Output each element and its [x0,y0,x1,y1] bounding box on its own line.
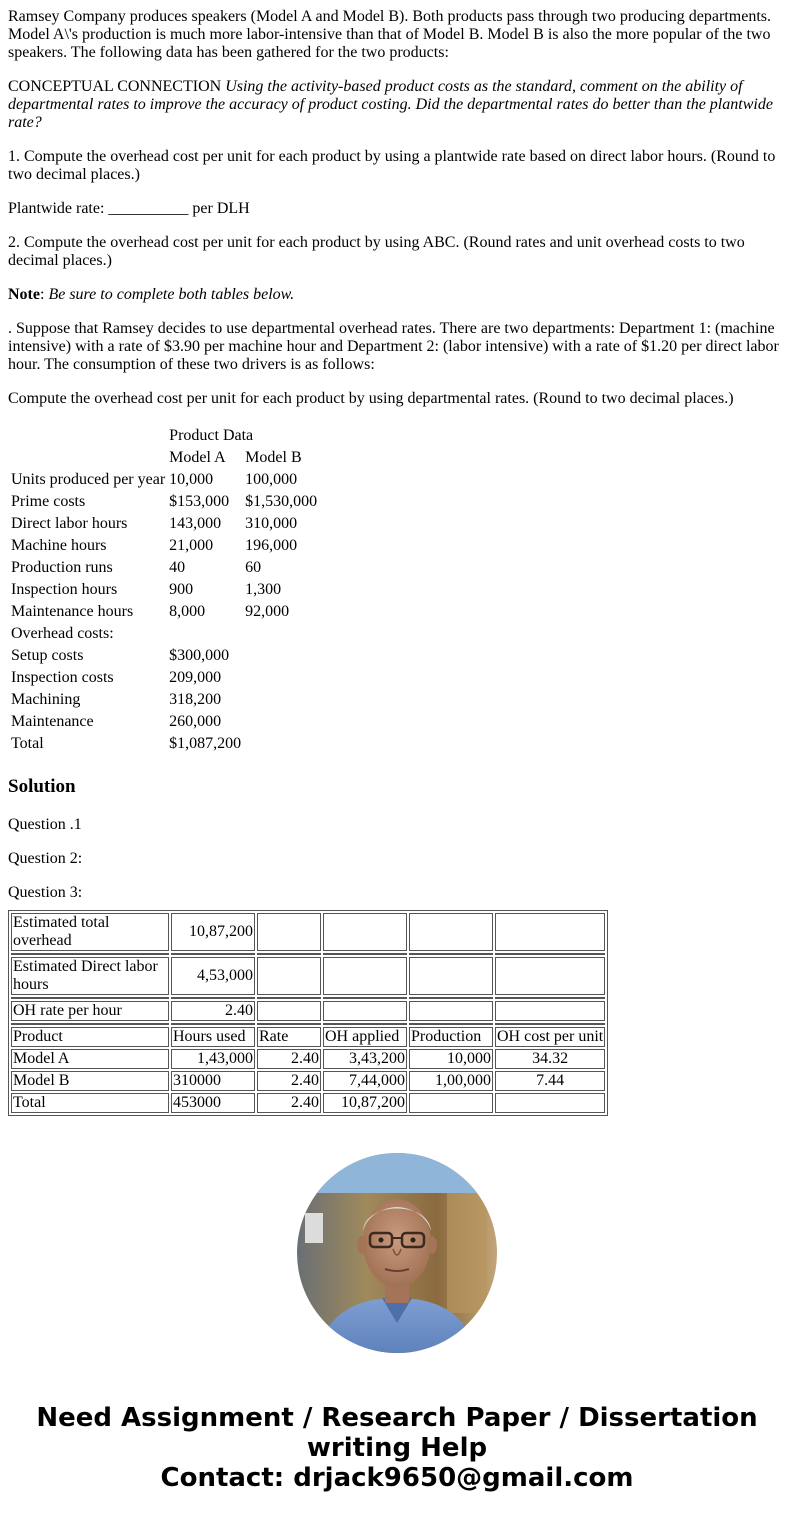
model-a-value: $153,000 [169,493,230,510]
separator-cell [409,953,493,955]
column-header-hours-used: Hours used [171,1027,255,1047]
product-data-title: Product Data [169,427,254,444]
summary-value: 10,87,200 [171,913,255,951]
model-b-value [244,712,318,732]
oh-applied-cell: 10,87,200 [323,1093,407,1113]
header-row [11,1027,605,1047]
model-a-value: 900 [169,581,194,598]
rate-cell: 2.40 [257,1071,321,1091]
product-cell: Total [11,1093,169,1113]
production-cell [409,1093,493,1113]
empty-cell [323,957,407,995]
oh-applied-cell: 7,44,000 [323,1071,407,1091]
table-row [11,1071,605,1091]
empty-cell [495,1001,605,1021]
model-b-value [244,734,318,754]
separator-cell [323,1023,407,1025]
solution-table [8,910,608,1116]
separator-cell [257,997,321,999]
empty-cell [495,957,605,995]
hours-used-cell: 453000 [171,1093,255,1113]
empty-cell [409,1001,493,1021]
empty-cell [323,1001,407,1021]
note-line [8,286,786,304]
table-row [10,690,318,710]
question-3-intro: . Suppose that Ramsey decides to use departmental overhead rates. There are two departments: Department 1: (machine intensive) with a rate of $3.90 per machine hour and Department 2: (labor intensive) with a rate of $1.20 per direct labor hour. The consumption of these two drivers is as follows: [8,320,779,373]
summary-value: 4,53,000 [171,957,255,995]
separator-cell [11,953,169,955]
conceptual-question: Using the activity-based product costs as the standard, comment on the ability of departmental rates to improve the accuracy of product costing. Did the departmental rates do better than the plantwide rate? [8,78,773,131]
row-label: Overhead costs: [11,625,114,642]
solution-question-1-label: Question .1 [8,816,82,833]
separator-cell [495,1023,605,1025]
model-a-value: 209,000 [169,669,222,686]
solution-question-3-label: Question 3: [8,884,83,901]
product-data-header-row [10,448,318,468]
table-row [10,668,318,688]
column-header-model-b: Model B [245,449,302,466]
separator-cell [257,953,321,955]
table-row [10,470,318,490]
column-header-oh-applied: OH applied [323,1027,407,1047]
footer-banner [0,1403,794,1493]
summary-row [11,913,605,951]
footer-line-2: writing Help [306,1433,488,1463]
empty-cell [257,913,321,951]
column-header-production: Production [409,1027,493,1047]
separator-cell [323,997,407,999]
model-b-value: 310,000 [245,515,298,532]
row-label: Maintenance hours [11,603,134,620]
row-label: Machining [11,691,81,708]
summary-row [11,1001,605,1021]
separator-cell [171,997,255,999]
hours-used-cell: 1,43,000 [171,1049,255,1069]
solution-heading: Solution [8,776,76,797]
table-row [10,646,318,666]
empty-cell [409,957,493,995]
question-2-text: 2. Compute the overhead cost per unit for each product by using ABC. (Round rates and unit overhead costs to two decimal places.) [8,234,745,269]
row-label: Maintenance [11,713,94,730]
column-header-model-a: Model A [169,449,226,466]
model-a-value: 21,000 [169,537,214,554]
product-data-table [8,424,320,756]
oh-cost-per-unit-cell: 34.32 [495,1049,605,1069]
note-separator: : [39,286,49,303]
problem-intro: Ramsey Company produces speakers (Model A and Model B). Both products pass through two producing departments. Model A\'s production is much more labor-intensive than that of Model B. Model B is also the more popular of the two speakers. The following data has been gathered for the two products: [8,8,771,61]
empty-cell [495,913,605,951]
separator-cell [495,953,605,955]
rate-cell: 2.40 [257,1093,321,1113]
model-b-value [244,668,318,688]
model-a-value [168,624,242,644]
product-cell: Model B [11,1071,169,1091]
model-b-value: $1,530,000 [245,493,318,510]
model-a-value: 10,000 [169,471,214,488]
model-a-value: 143,000 [169,515,222,532]
summary-row [11,957,605,995]
separator-cell [11,1023,169,1025]
row-label: Machine hours [11,537,107,554]
conceptual-label: CONCEPTUAL CONNECTION [8,78,226,95]
model-b-value: 1,300 [245,581,282,598]
model-b-value: 100,000 [245,471,298,488]
summary-label: Estimated Direct labor hours [11,957,169,995]
separator-cell [11,997,169,999]
note-label: Note [8,286,40,303]
table-row [10,624,318,644]
model-a-value: $300,000 [169,647,230,664]
table-row [10,536,318,556]
empty-cell [257,957,321,995]
empty-cell [323,913,407,951]
row-label: Inspection hours [11,581,118,598]
model-a-value: 8,000 [169,603,206,620]
table-row [10,734,318,754]
conceptual-connection [8,78,786,132]
footer-contact: Contact: drjack9650@gmail.com [160,1463,634,1493]
row-label: Units produced per year [11,471,166,488]
row-label: Prime costs [11,493,86,510]
column-header-rate: Rate [257,1027,321,1047]
model-a-value: $1,087,200 [169,735,242,752]
model-b-value [244,624,318,644]
table-row [10,558,318,578]
production-cell: 1,00,000 [409,1071,493,1091]
row-label: Production runs [11,559,113,576]
empty-cell [257,1001,321,1021]
product-cell: Model A [11,1049,169,1069]
table-cell [10,448,166,468]
production-cell: 10,000 [409,1049,493,1069]
hours-used-cell: 310000 [171,1071,255,1091]
table-row [10,712,318,732]
table-row [10,580,318,600]
model-a-value: 40 [169,559,186,576]
model-b-value: 60 [245,559,262,576]
column-header-oh-cost-per-unit: OH cost per unit [497,1028,604,1045]
table-row [10,602,318,622]
rate-cell: 2.40 [257,1049,321,1069]
separator-cell [171,1023,255,1025]
separator-cell [171,953,255,955]
model-b-value: 196,000 [245,537,298,554]
separator-cell [323,953,407,955]
table-row [11,1093,605,1113]
row-separator [11,953,605,955]
oh-cost-per-unit-cell: 7.44 [495,1071,605,1091]
table-cell [10,426,166,446]
model-b-value [244,690,318,710]
footer-line-1: Need Assignment / Research Paper / Dissertation [36,1403,758,1433]
table-row [10,492,318,512]
question-3-task: Compute the overhead cost per unit for each product by using departmental rates. (Round to two decimal places.) [8,390,734,407]
table-row [11,1049,605,1069]
table-row [10,514,318,534]
row-separator [11,997,605,999]
separator-cell [495,997,605,999]
row-label: Total [11,735,44,752]
summary-label: Estimated total overhead [11,913,169,951]
model-b-value [244,646,318,666]
plantwide-rate-line: Plantwide rate: __________ per DLH [8,200,250,217]
separator-cell [409,1023,493,1025]
empty-cell [409,913,493,951]
solution-question-2-label: Question 2: [8,850,83,867]
oh-cost-per-unit-cell [495,1093,605,1113]
product-data-title-row [10,426,318,446]
model-b-value: 92,000 [245,603,290,620]
portrait-image [297,1153,497,1353]
oh-applied-cell: 3,43,200 [323,1049,407,1069]
summary-value: 2.40 [171,1001,255,1021]
row-label: Direct labor hours [11,515,128,532]
question-1-text: 1. Compute the overhead cost per unit for each product by using a plantwide rate based on direct labor hours. (Round to two decimal places.) [8,148,776,183]
column-header-product: Product [11,1027,169,1047]
author-photo [297,1153,497,1353]
summary-label: OH rate per hour [11,1001,169,1021]
model-a-value: 318,200 [169,691,222,708]
note-text: Be sure to complete both tables below. [48,286,295,303]
row-label: Inspection costs [11,669,114,686]
row-label: Setup costs [11,647,84,664]
separator-cell [257,1023,321,1025]
model-a-value: 260,000 [169,713,222,730]
row-separator [11,1023,605,1025]
separator-cell [409,997,493,999]
